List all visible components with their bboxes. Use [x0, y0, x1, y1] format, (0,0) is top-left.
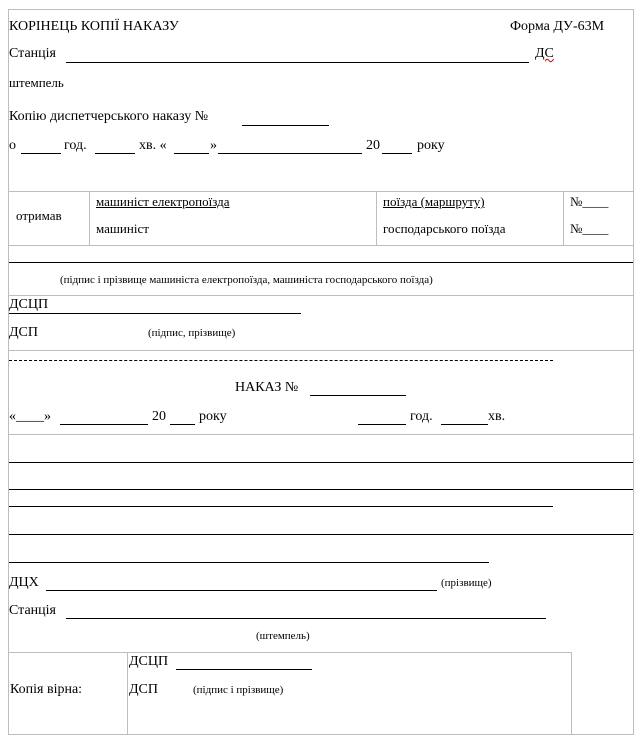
station-fill-line	[66, 62, 529, 63]
dcx-label: ДЦХ	[9, 575, 39, 590]
copy-table-top	[8, 652, 571, 653]
order-text-line-2	[9, 489, 633, 490]
order-text-line-1	[9, 462, 633, 463]
time-hour-line	[21, 153, 61, 154]
recv-col-2	[376, 191, 377, 245]
order-hour-line	[358, 424, 406, 425]
driver-label: машиніст	[96, 221, 149, 236]
station2-stamp: (штемпель)	[256, 630, 310, 642]
recv-col-1	[89, 191, 90, 245]
dcx-line	[46, 590, 437, 591]
number-field-1: №____	[570, 194, 609, 209]
signature-line	[9, 262, 633, 263]
section-divider-2	[8, 350, 633, 351]
copy-true-label: Копія вірна:	[10, 682, 83, 697]
time-o: о	[9, 138, 16, 153]
time-year-label: року	[417, 138, 445, 153]
frame-right	[633, 9, 634, 735]
order-text-line-5	[9, 562, 489, 563]
ds-label: ДС	[535, 46, 554, 61]
time-min-label: хв. «	[139, 138, 167, 153]
dscp-line	[9, 313, 301, 314]
recv-table-top	[8, 191, 633, 192]
frame-top	[8, 9, 633, 10]
signature-caption: (підпис і прізвище машиніста електропоїзда, машиніста господарського поїзда)	[60, 274, 433, 286]
form-number: Форма ДУ-63М	[510, 19, 605, 34]
recv-col-3	[563, 191, 564, 245]
order-text-line-3	[9, 506, 553, 507]
order-min-label: хв.	[488, 409, 506, 424]
station2-label: Станція	[9, 603, 56, 618]
section-divider-3	[8, 434, 633, 435]
order-text-line-4	[9, 534, 633, 535]
copy-dscp-label: ДСЦП	[129, 654, 169, 669]
order-year-line	[170, 424, 195, 425]
section-divider-1	[8, 295, 633, 296]
time-hour-label: год.	[64, 138, 87, 153]
station-label: Станція	[9, 46, 56, 61]
time-quote-close: »	[210, 138, 217, 153]
train-route-label: поїзда (маршруту)	[383, 194, 485, 209]
copy-caption: (підпис і прізвище)	[193, 684, 284, 696]
order-year-label: року	[199, 409, 227, 424]
copy-dsp-label: ДСП	[129, 682, 158, 697]
time-year-prefix: 20	[366, 138, 380, 153]
order-min-line	[441, 424, 488, 425]
driver-electric-label: машиніст електропоїзда	[96, 194, 230, 209]
order-title: НАКАЗ №	[235, 380, 299, 395]
dscp-label: ДСЦП	[9, 297, 49, 312]
copy-table-bottom	[8, 734, 633, 735]
dsp-label: ДСП	[9, 325, 38, 340]
order-month-line	[60, 424, 148, 425]
copy-order-number-line	[242, 125, 329, 126]
copy-col-2	[571, 652, 572, 734]
copy-dscp-line	[176, 669, 312, 670]
copy-order-label: Копію диспетчерського наказу №	[9, 109, 209, 124]
time-year-line	[382, 153, 412, 154]
copy-col-1	[127, 652, 128, 734]
order-hour-label: год.	[410, 409, 433, 424]
dcx-caption: (прізвище)	[441, 577, 492, 589]
cut-line	[9, 360, 553, 361]
recv-table-bottom	[8, 245, 633, 246]
time-min-line	[95, 153, 135, 154]
station2-line	[66, 618, 546, 619]
freight-train-label: господарського поїзда	[383, 221, 506, 236]
order-number-line	[310, 395, 406, 396]
received-label: отримав	[16, 208, 62, 223]
order-date-open: «____»	[9, 409, 51, 424]
time-month-line	[218, 153, 362, 154]
time-day-line	[174, 153, 209, 154]
order-year-prefix: 20	[152, 409, 166, 424]
stamp-label: штемпель	[9, 75, 64, 90]
number-field-2: №____	[570, 221, 609, 236]
dscp-caption: (підпис, прізвище)	[148, 327, 236, 339]
document-title: КОРІНЕЦЬ КОПІЇ НАКАЗУ	[9, 19, 179, 34]
